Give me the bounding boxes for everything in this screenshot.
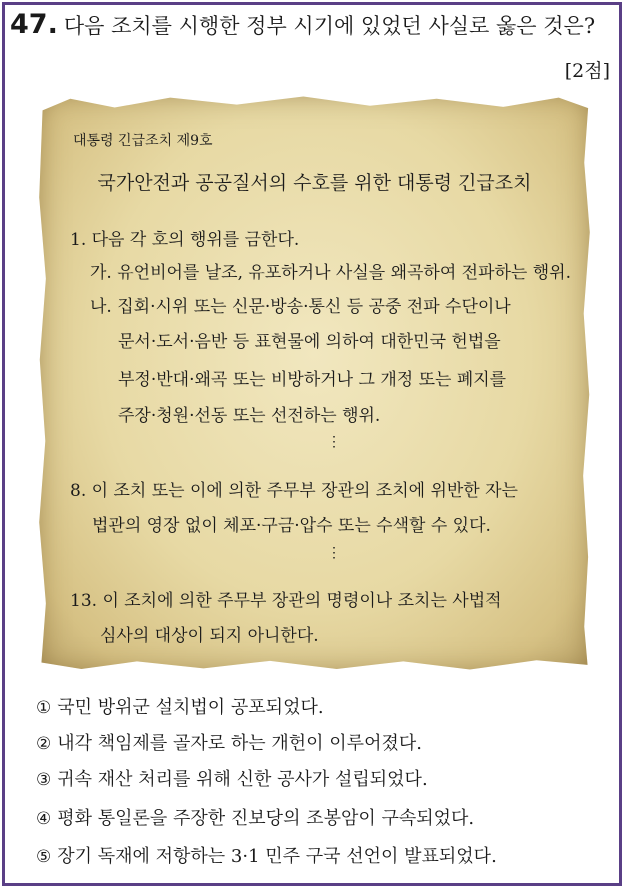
option-3[interactable] <box>36 768 428 792</box>
decree-line-4: 문서·도서·음반 등 표현물에 의하여 대한민국 헌법을 <box>118 332 501 352</box>
option-1[interactable] <box>36 696 324 720</box>
option-5-mark: ⑤ <box>36 847 52 867</box>
decree-line-6: 주장·청원·선동 또는 선전하는 행위. <box>118 406 381 426</box>
option-3-text: 귀속 재산 처리를 위해 신한 공사가 설립되었다. <box>57 769 428 790</box>
ellipsis-2: ⋮ <box>327 545 341 561</box>
decree-line-7: 8. 이 조치 또는 이에 의한 주무부 장관의 조치에 위반한 자는 <box>70 481 518 501</box>
option-2-text: 내각 책임제를 골자로 하는 개헌이 이루어졌다. <box>57 733 422 754</box>
ellipsis-1: ⋮ <box>327 434 341 450</box>
option-1-mark: ① <box>36 698 52 718</box>
option-1-text: 국민 방위군 설치법이 공포되었다. <box>57 697 324 718</box>
question-prompt: 다음 조치를 시행한 정부 시기에 있었던 사실로 옳은 것은? <box>63 14 596 38</box>
decree-line-1: 1. 다음 각 호의 행위를 금한다. <box>70 230 300 250</box>
points-label: [2점] <box>564 60 610 82</box>
decree-line-2: 가. 유언비어를 날조, 유포하거나 사실을 왜곡하여 전파하는 행위. <box>90 263 572 283</box>
option-4[interactable] <box>36 807 474 831</box>
option-5-text: 장기 독재에 저항하는 3·1 민주 구국 선언이 발표되었다. <box>57 846 497 867</box>
option-3-mark: ③ <box>36 770 52 790</box>
option-2-mark: ② <box>36 734 52 754</box>
decree-line-3: 나. 집회·시위 또는 신문·방송·통신 등 공중 전파 수단이나 <box>90 297 511 317</box>
question-header <box>10 10 614 41</box>
option-2[interactable] <box>36 732 422 756</box>
decree-line-5: 부정·반대·왜곡 또는 비방하거나 그 개정 또는 폐지를 <box>118 370 507 390</box>
option-5[interactable] <box>36 845 497 869</box>
decree-number: 대통령 긴급조치 제9호 <box>73 133 213 149</box>
option-4-mark: ④ <box>36 809 52 829</box>
decree-title: 국가안전과 공공질서의 수호를 위한 대통령 긴급조치 <box>97 172 532 194</box>
option-4-text: 평화 통일론을 주장한 진보당의 조봉암이 구속되었다. <box>57 808 475 829</box>
decree-line-8: 법관의 영장 없이 체포·구금·압수 또는 수색할 수 있다. <box>92 516 491 536</box>
decree-line-10: 심사의 대상이 되지 아니한다. <box>100 626 319 646</box>
question-number: 47. <box>10 9 58 40</box>
decree-line-9: 13. 이 조치에 의한 주무부 장관의 명령이나 조치는 사법적 <box>70 591 502 611</box>
